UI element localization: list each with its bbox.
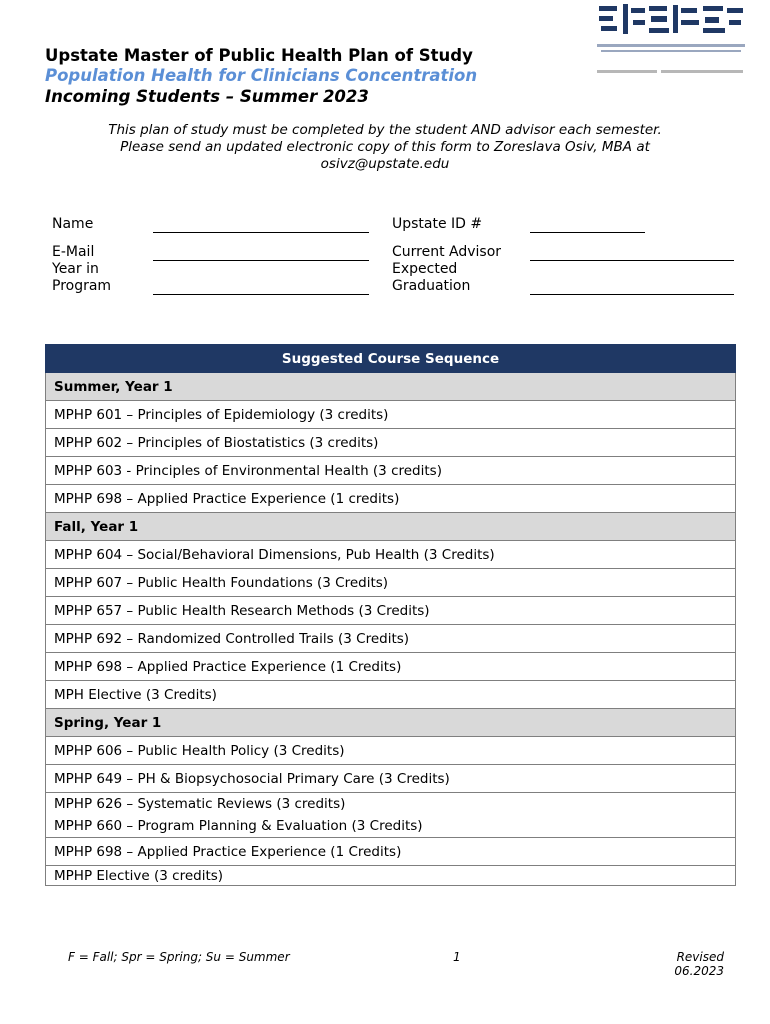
course-row: MPHP 698 – Applied Practice Experience (1 Credits) — [46, 653, 736, 681]
course-row: MPHP 603 - Principles of Environmental Health (3 credits) — [46, 457, 736, 485]
course-row: MPH Elective (3 Credits) — [46, 681, 736, 709]
upstate-id-field[interactable] — [530, 232, 645, 233]
cohort-title: Incoming Students – Summer 2023 — [45, 87, 369, 106]
semester-fall-year-1: Fall, Year 1 — [46, 513, 736, 541]
instruction-line-1: This plan of study must be completed by the student AND advisor each semester. — [108, 122, 662, 138]
current-advisor-label: Current Advisor — [392, 244, 502, 260]
course-row: MPHP 698 – Applied Practice Experience (1 credits) — [46, 485, 736, 513]
revised-date: 06.2023 — [674, 964, 724, 978]
course-row-line: MPHP 626 – Systematic Reviews (3 credits) — [54, 796, 346, 812]
year-in-program-label-line-2: Program — [52, 278, 112, 294]
course-row: MPHP Elective (3 credits) — [46, 866, 736, 886]
year-in-program-field[interactable] — [153, 294, 369, 295]
course-row: MPHP 601 – Principles of Epidemiology (3 credits) — [46, 401, 736, 429]
year-in-program-label — [52, 261, 111, 295]
revised-note — [660, 950, 724, 978]
upstate-logo-icon — [595, 2, 747, 78]
course-row: MPHP 606 – Public Health Policy (3 Credits) — [46, 737, 736, 765]
year-in-program-label-line-1: Year in — [52, 261, 99, 277]
semester-summer-year-1: Summer, Year 1 — [46, 373, 736, 401]
course-row: MPHP 698 – Applied Practice Experience (1 Credits) — [46, 838, 736, 866]
table-header: Suggested Course Sequence — [46, 345, 736, 373]
footer-legend: F = Fall; Spr = Spring; Su = Summer — [68, 950, 290, 964]
course-row: MPHP 692 – Randomized Controlled Trails (3 Credits) — [46, 625, 736, 653]
instruction-line-2: Please send an updated electronic copy of this form to Zoreslava Osiv, MBA at — [120, 139, 650, 155]
name-label: Name — [52, 216, 94, 232]
course-row-line: MPHP 660 – Program Planning & Evaluation (3 Credits) — [54, 818, 423, 834]
concentration-title: Population Health for Clinicians Concentration — [45, 66, 478, 85]
course-sequence-table — [45, 344, 736, 886]
course-row: MPHP 657 – Public Health Research Methods (3 Credits) — [46, 597, 736, 625]
semester-spring-year-1: Spring, Year 1 — [46, 709, 736, 737]
revised-label: Revised — [676, 950, 724, 964]
expected-graduation-label — [392, 261, 470, 295]
course-row: MPHP 607 – Public Health Foundations (3 Credits) — [46, 569, 736, 597]
course-row: MPHP 602 – Principles of Biostatistics (3 credits) — [46, 429, 736, 457]
expected-graduation-label-line-2: Graduation — [392, 278, 471, 294]
course-row: MPHP 649 – PH & Biopsychosocial Primary Care (3 Credits) — [46, 765, 736, 793]
current-advisor-field[interactable] — [530, 260, 734, 261]
email-field[interactable] — [153, 260, 369, 261]
upstate-id-label: Upstate ID # — [392, 216, 483, 232]
course-row-double — [46, 793, 736, 838]
name-field[interactable] — [153, 232, 369, 233]
expected-graduation-label-line-1: Expected — [392, 261, 458, 277]
expected-graduation-field[interactable] — [530, 294, 734, 295]
email-label: E-Mail — [52, 244, 95, 260]
document-title: Upstate Master of Public Health Plan of Study — [45, 46, 473, 65]
page-number: 1 — [453, 950, 461, 964]
instruction-email: osivz@upstate.edu — [320, 156, 450, 172]
course-row: MPHP 604 – Social/Behavioral Dimensions, Pub Health (3 Credits) — [46, 541, 736, 569]
